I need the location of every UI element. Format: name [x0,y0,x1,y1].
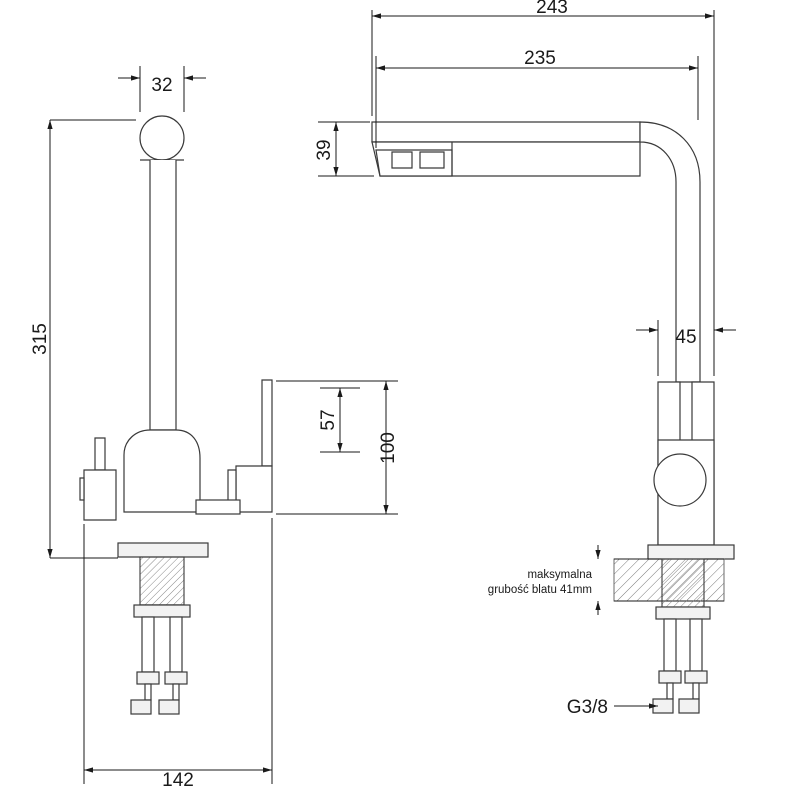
side-view-geometry [80,116,272,714]
thread-size-label: G3/8 [566,697,608,718]
dim-label-57: 57 [318,409,339,431]
dim-label-235: 235 [524,48,556,69]
dim-label-32: 32 [151,75,173,96]
worktop-note-line2: grubość blatu 41mm [487,584,592,596]
worktop-note-line1: maksymalna [527,569,592,581]
dim-label-39: 39 [314,139,335,161]
dim-label-243: 243 [536,0,568,18]
dim-label-142: 142 [162,770,194,791]
dim-label-45: 45 [675,327,697,348]
thread-size-callout [567,697,658,718]
dim-lever-height-100 [276,381,399,514]
dim-label-100: 100 [378,432,399,464]
dim-label-315: 315 [30,323,51,355]
dim-lever-offset-57 [318,388,360,452]
front-view-geometry [372,122,734,713]
dim-handle-width-32 [118,66,206,112]
worktop-thickness-note [488,545,598,615]
dim-spout-height-39 [314,122,374,176]
